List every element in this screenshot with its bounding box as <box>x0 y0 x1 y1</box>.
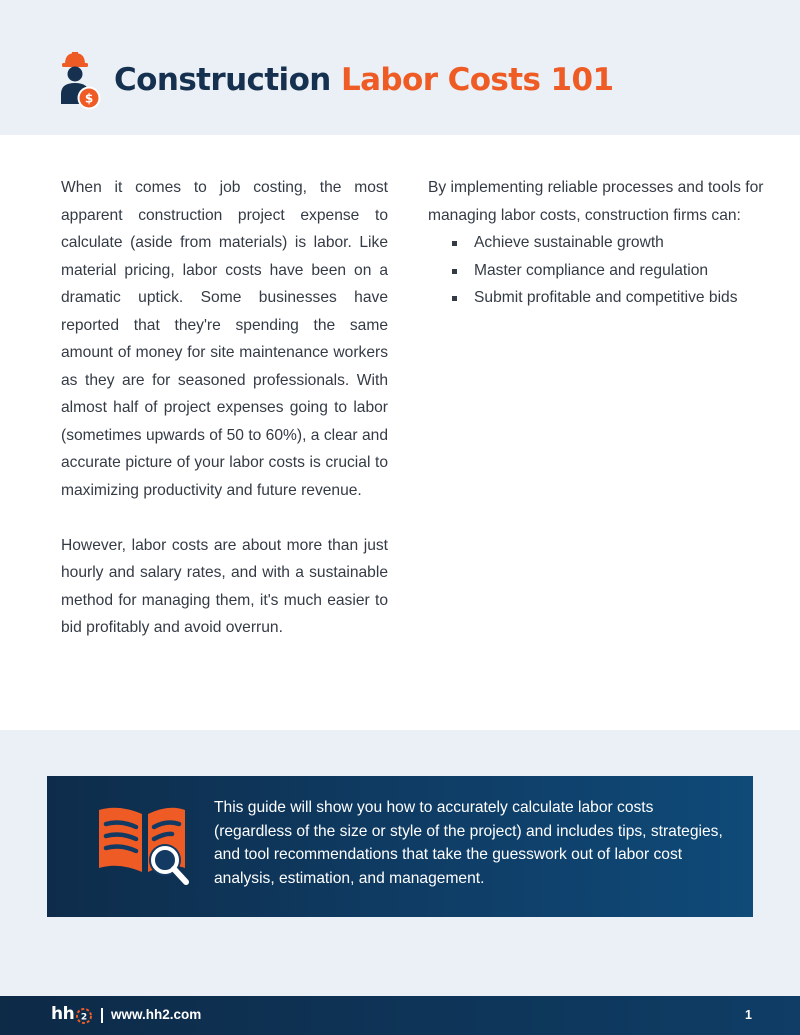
logo-mark-digit: 2 <box>80 1012 88 1023</box>
title-part-construction: Construction <box>114 62 331 98</box>
left-column <box>61 174 388 642</box>
header-band <box>0 0 800 135</box>
hh2-logo: hh <box>51 1004 75 1024</box>
open-book-magnifier-icon <box>97 806 193 888</box>
page-title <box>114 58 613 102</box>
benefits-intro: By implementing reliable processes and tools for managing labor costs, construction firms can: <box>428 179 764 224</box>
construction-worker-dollar-icon <box>60 52 102 110</box>
callout-text: This guide will show you how to accurately calculate labor costs (regardless of the size or style of the project) and includes tips, strategies, and tool recommendations that take the guesswork out of labor cost analysis, estimation, and management. <box>214 799 723 887</box>
hh2-logo-mark-icon <box>75 1007 93 1025</box>
list-item: Submit profitable and competitive bids <box>428 284 768 312</box>
second-paragraph: However, labor costs are about more than just hourly and salary rates, and with a sustainable method for managing them, it's much easier to bid profitably and avoid overrun. <box>61 536 388 636</box>
list-item: Master compliance and regulation <box>428 257 768 285</box>
website-link[interactable]: www.hh2.com <box>111 1007 202 1022</box>
page-number: 1 <box>745 1008 752 1022</box>
svg-text:$: $ <box>84 91 94 106</box>
footer <box>0 996 800 1035</box>
intro-paragraph: When it comes to job costing, the most apparent construction project expense to calculate (aside from materials) is labor. Like material pricing, labor costs have been on a dramatic uptick. Some businesses have reported that they're spending the same amount of money for site maintenance workers as they are for seasoned professionals. With almost half of project expenses going to labor (sometimes upwards of 50 to 60%), a clear and accurate picture of your labor costs is crucial to maximizing productivity and future revenue. <box>61 179 388 499</box>
right-column <box>428 174 768 312</box>
benefits-list <box>428 229 768 312</box>
footer-divider <box>101 1008 103 1023</box>
list-item: Achieve sustainable growth <box>428 229 768 257</box>
title-part-labor-costs: Labor Costs 101 <box>340 62 614 98</box>
